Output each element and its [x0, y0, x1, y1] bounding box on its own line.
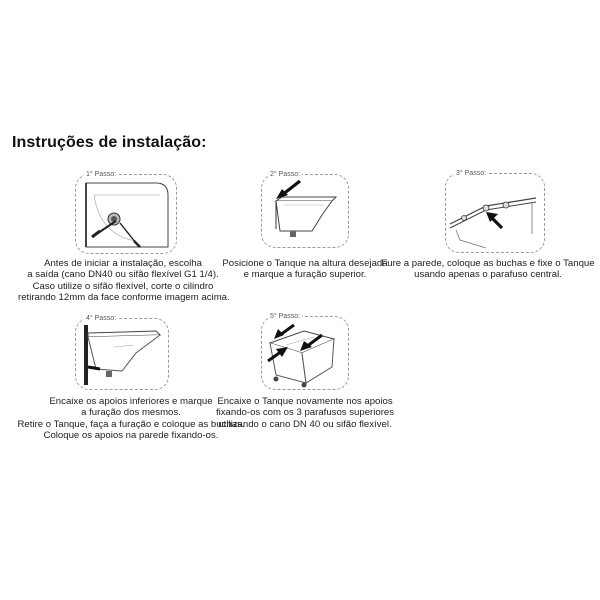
caption-line: Posicione o Tanque na altura desejada [222, 258, 388, 269]
step-5-caption [205, 396, 405, 430]
caption-line: retirando 12mm da face conforme imagem acima. [18, 291, 230, 303]
caption-line: e marque a furação superior. [243, 269, 367, 281]
caption-line: a saída (cano DN40 ou sifão flexível G1 1/4). [27, 269, 219, 281]
caption-line: Coloque os apoios na parede fixando-os. [43, 429, 219, 441]
caption-line: Retire o Tanque, faça a furação e coloque as buchas. [17, 418, 245, 430]
step-5-label: 5° Passo: [270, 313, 301, 320]
step-3-panel [445, 170, 545, 253]
step-3-caption [380, 258, 596, 281]
step-5-panel [261, 313, 349, 390]
page-title: Instruções de instalação: [12, 134, 207, 151]
step-2-label: 2° Passo: [270, 171, 301, 178]
step-1-illustration [76, 175, 176, 253]
step-2-caption [205, 258, 405, 281]
step-3-label: 3° Passo: [456, 170, 487, 177]
caption-line: Caso utilize o sifão flexível, corte o cilindro [32, 280, 214, 292]
step-4-illustration [76, 319, 168, 389]
step-4-panel [75, 315, 169, 390]
caption-line: Encaixe os apoios inferiores e marque [49, 396, 213, 407]
step-2-illustration [262, 175, 348, 247]
step-3-illustration [446, 174, 544, 252]
caption-line: a furação dos mesmos. [81, 407, 181, 419]
caption-line: Fure a parede, coloque as buchas e fixe o Tanque [381, 258, 595, 269]
step-1-label: 1° Passo: [86, 171, 117, 178]
caption-line: utilizando o cano DN 40 ou sifão flexível. [218, 418, 392, 430]
step-5-illustration [262, 317, 348, 389]
step-1-caption [18, 258, 228, 303]
caption-line: fixando-os com os 3 parafusos superiores [215, 407, 395, 419]
step-4-label: 4° Passo: [86, 315, 117, 322]
step-2-panel [261, 171, 349, 248]
caption-line: Encaixe o Tanque novamente nos apoios [217, 396, 393, 407]
step-1-panel [75, 171, 177, 254]
caption-line: usando apenas o parafuso central. [414, 269, 562, 281]
caption-line: Antes de iniciar a instalação, escolha [44, 258, 202, 269]
